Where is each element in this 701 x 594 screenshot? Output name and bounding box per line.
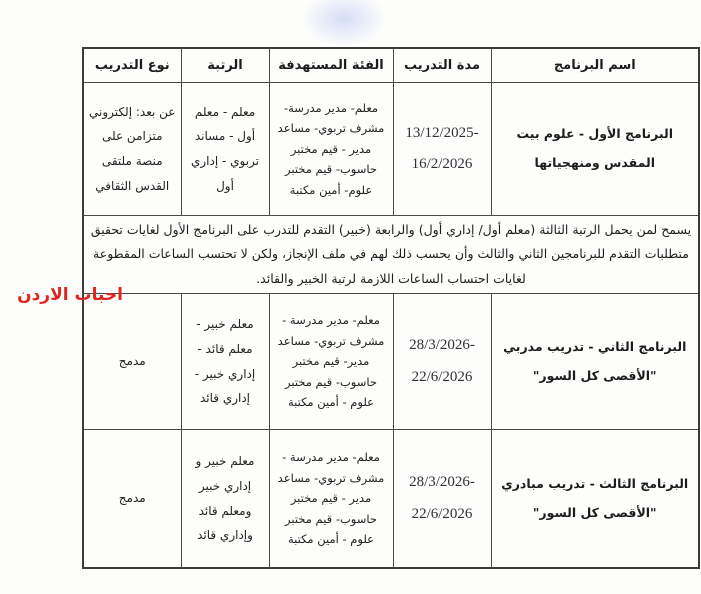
- table-row-program-1: [83, 83, 699, 216]
- cell-target-group-2: معلم- مدير مدرسة - مشرف تربوي- مساعد مدير- قيم مختبر حاسوب- قيم مختبر علوم - أمين مكتبة: [269, 294, 393, 430]
- column-header-target-group: الفئة المستهدفة: [269, 48, 393, 83]
- cell-training-type-1: عن بعد: إلكتروني متزامن على منصة ملتقى القدس الثقافي: [83, 83, 181, 216]
- column-header-training-type: نوع التدريب: [83, 48, 181, 83]
- cell-rank-1: معلم - معلم أول - مساند تربوي - إداري أول: [181, 83, 269, 216]
- cell-program-name-1: البرنامج الأول - علوم بيت المقدس ومنهجياتها: [491, 83, 699, 216]
- cell-duration-3: [393, 430, 491, 569]
- duration-dates-1: 13/12/2025- 16/2/2026: [405, 124, 479, 172]
- table-row-program-2: [83, 294, 699, 430]
- column-header-program-name: اسم البرنامج: [491, 48, 699, 83]
- training-programs-table: [82, 47, 700, 569]
- duration-dates-3: 28/3/2026- 22/6/2026: [409, 474, 475, 522]
- cell-program-name-3: البرنامج الثالث - تدريب مبادري "الأقصى كل السور": [491, 430, 699, 569]
- table-row-program-3: [83, 430, 699, 569]
- cell-program-name-2: البرنامج الثاني - تدريب مدربي "الأقصى كل السور": [491, 294, 699, 430]
- column-header-rank: الرتبة: [181, 48, 269, 83]
- eligibility-note-text: يسمح لمن يحمل الرتبة الثالثة (معلم أول/ إداري أول) والرابعة (خبير) التقدم للتدرب على البرنامج الأول لغايات تحقيق متطلبات التقدم للبرنامجين الثاني والثالث وأن يحسب ذلك لهم في ملف الإنجاز، ولكن لا تحتسب الساعات المقطوعة لغايات احتساب الساعات اللازمة لرتبة الخبير والقائد.: [83, 216, 699, 294]
- cell-duration-2: [393, 294, 491, 430]
- cell-target-group-3: معلم- مدير مدرسة - مشرف تربوي- مساعد مدير - قيم مختبر حاسوب- قيم مختبر علوم - أمين مكتبة: [269, 430, 393, 569]
- cell-rank-2: معلم خبير - معلم قائد - إداري خبير - إداري قائد: [181, 294, 269, 430]
- cell-rank-3: معلم خبير و إداري خبير ومعلم قائد وإداري قائد: [181, 430, 269, 569]
- cell-duration-1: [393, 83, 491, 216]
- table-note-row: [83, 216, 699, 294]
- table-header-row: [83, 48, 699, 83]
- cell-training-type-3: مدمج: [83, 430, 181, 569]
- column-header-training-duration: مدة التدريب: [393, 48, 491, 83]
- watermark-text: احباب الاردن: [17, 285, 123, 305]
- cell-training-type-2: مدمج: [83, 294, 181, 430]
- duration-dates-2: 28/3/2026- 22/6/2026: [409, 337, 475, 385]
- cell-target-group-1: معلم- مدير مدرسة- مشرف تربوي- مساعد مدير - قيم مختبر حاسوب- قيم مختبر علوم- أمين مكتبة: [269, 83, 393, 216]
